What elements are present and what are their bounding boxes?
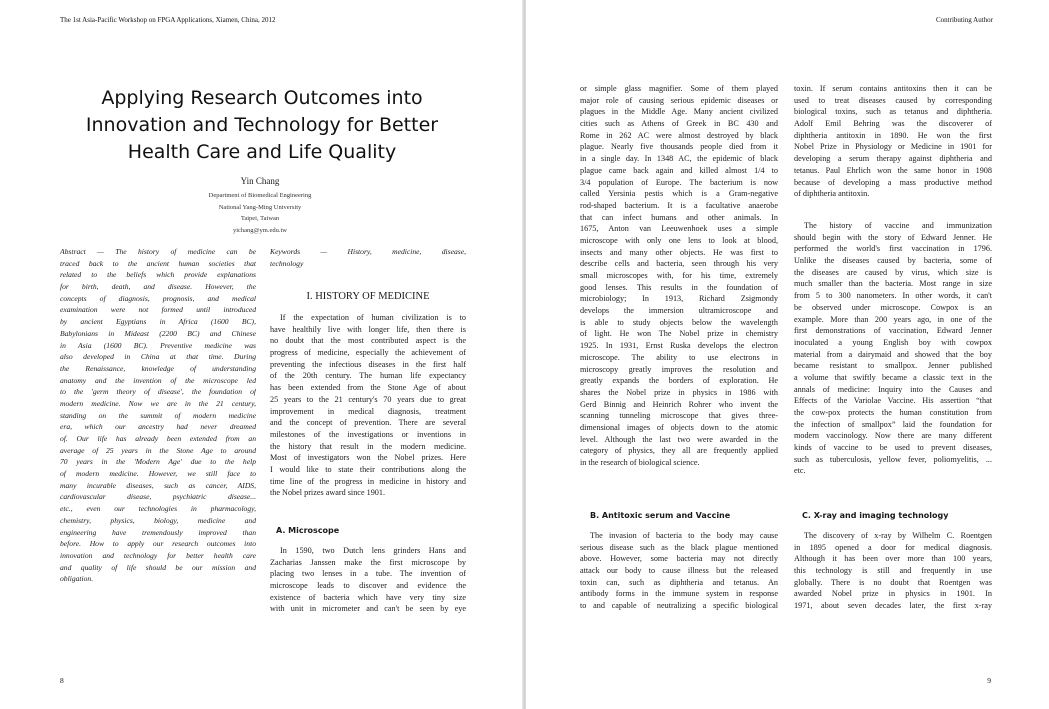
text-line: In 1590, two Dutch lens grinders Hans and: [280, 546, 466, 555]
text-line: Abstract — The history of medicine can be: [60, 247, 256, 256]
text-line: first demonstrations of vaccination, Edward Jenner: [794, 326, 992, 336]
text-line: of diphtheria antitoxin.: [794, 189, 870, 199]
text-line: in a single day. In 1348 AC, the epidemic of black: [580, 154, 778, 164]
antitoxin-continued: [794, 83, 992, 200]
text-line: traced back to the ancient human societies that: [60, 258, 256, 268]
text-line: used to treat diseases caused by corresponding: [794, 95, 992, 105]
text-line: era, which our ancestry had never dreamed: [60, 422, 256, 432]
text-line: the history that result in the modern medicine.: [270, 441, 466, 451]
text-line: If the expectation of human civilization is to: [280, 313, 466, 322]
text-line: of modern medicine. However, we still face to: [60, 469, 256, 479]
text-line: many incurable diseases, such as cancer, AIDS,: [60, 480, 256, 490]
text-line: globally. There is no doubt that Roentgen was: [794, 577, 992, 587]
text-line: by ancient Egyptians in Africa (1600 BC),: [60, 317, 256, 327]
xray-paragraph: [794, 530, 992, 612]
affiliation-line: National Yang-Ming University: [218, 203, 302, 211]
subsection-heading-xray: C. X-ray and imaging technology: [802, 511, 949, 520]
text-line: average of 25 years in the Stone Age to around: [60, 445, 256, 455]
running-head-left: The 1st Asia-Pacific Workshop on FPGA Applications, Xiamen, China, 2012: [60, 16, 276, 24]
title-line: Innovation and Technology for Better: [85, 114, 439, 136]
text-line: 70 years in the 'Modern Age' due to the help: [60, 457, 256, 467]
text-line: technology: [270, 258, 304, 268]
text-line: and quality of life should be our mission and: [60, 562, 256, 572]
text-line: Effects of the Variolae Vaccine. His assertion “that: [794, 396, 992, 406]
subsection-heading-microscope: A. Microscope: [276, 526, 340, 535]
text-line: of the 20th century. The human life expectancy: [270, 371, 466, 381]
text-line: describe cells and bacteria, seen through his very: [580, 259, 778, 269]
section-heading-history: I. HISTORY OF MEDICINE: [306, 291, 430, 302]
text-line: category of physics, they all are frequently applied: [580, 446, 778, 456]
page-number-left: 8: [60, 676, 64, 685]
text-line: and the concept of prevention. There are several: [270, 418, 466, 428]
text-line: antibody forms in the immune system in response: [580, 589, 778, 599]
running-head-right: Contributing Author: [936, 16, 993, 24]
text-line: also developed in China at that time. During: [60, 352, 256, 362]
history-paragraph: [270, 312, 466, 499]
text-line: insects and many other objects. He was first to: [580, 247, 778, 257]
text-line: in 1895 opened a door for medical diagnosis.: [794, 542, 992, 552]
text-line: modern vaccinology. Now there are many different: [794, 431, 992, 441]
text-line: annals of medicine: Inquiry into the Causes and: [794, 384, 992, 394]
text-line: microscopy greatly improves the resolution and: [580, 364, 778, 374]
text-line: the infection of smallpox” laid the foundation for: [794, 419, 992, 429]
text-line: standing on the summit of modern medicine: [60, 410, 256, 420]
text-line: kinds of vaccine to be used to prevent diseases,: [794, 443, 992, 453]
text-line: Adolf Emil Behring was the discoverer of: [794, 119, 992, 129]
text-line: level. Although the last two were awarded in the: [580, 434, 778, 444]
keywords: [270, 246, 466, 269]
text-line: performed the world's first vaccination in 1796.: [794, 244, 992, 254]
right-page: [526, 0, 1049, 709]
text-line: with unit in micrometer and can't be seen by eye: [270, 604, 466, 614]
text-line: improvement in medical diagnosis, treatment: [270, 406, 466, 416]
text-line: chemistry, physics, biology, medicine and: [60, 515, 256, 525]
text-line: The discovery of x-ray by Wilhelm C. Roentgen: [804, 531, 992, 540]
text-line: has been extended from the Stone Age of about: [270, 383, 466, 393]
text-line: good lenses. This results in the foundation of: [580, 282, 778, 292]
text-line: above. However, some bacteria may not directly: [580, 554, 778, 564]
text-line: The history of vaccine and immunization: [804, 221, 992, 230]
text-line: etc.: [794, 466, 806, 476]
text-line: the cow-pox protects the human constitution from: [794, 408, 992, 417]
text-line: material from a dairymaid and showed that the boy: [794, 349, 992, 359]
text-line: etc., even our technologies in pharmacology,: [60, 504, 256, 514]
text-line: that can infect humans and other animals. In: [580, 212, 778, 222]
text-line: serious disease such as the black plague mentioned: [580, 542, 778, 552]
text-line: cities such as Athens of Greek in BC 430 and: [580, 119, 778, 129]
microscope-paragraph: [270, 545, 466, 615]
text-line: have healthily live with longer life, then there is: [270, 324, 466, 334]
text-line: related to the beliefs which provide explanations: [60, 270, 256, 280]
text-line: biological toxins, such as tetanus and diphtheria.: [794, 107, 992, 117]
text-line: dimensional images of objects down to the atomic: [580, 422, 778, 432]
affiliation-line: Department of Biomedical Engineering: [208, 192, 312, 199]
left-page: [0, 0, 524, 709]
text-line: because of developing a mass productive method: [794, 177, 992, 187]
text-line: plague. Nearly five thousands people died from it: [580, 142, 778, 152]
text-line: major role of causing serious epidemic diseases or: [580, 95, 778, 105]
text-line: diphtheria antitoxin in 1890. He won the first: [794, 130, 992, 140]
text-line: for birth, death, and disease. However, the: [60, 282, 256, 292]
text-line: Although it has been over more than 100 years,: [794, 554, 992, 564]
text-line: anatomy and the invention of the microscope led: [60, 375, 256, 385]
text-line: Keywords — History, medicine, disease,: [270, 247, 466, 256]
text-line: Gerd Binnig and Heinrich Rohrer who invent the: [580, 399, 778, 409]
text-line: time line of the progress in medicine in history and: [270, 476, 466, 486]
text-line: modern medicine. Now we are in the 21 century,: [60, 398, 256, 408]
text-line: engineering have tremendously improved than: [60, 527, 256, 537]
text-line: or simple glass magnifier. Some of them played: [580, 84, 778, 93]
text-line: Babylonians in Mideast (2200 BC) and Chinese: [60, 328, 256, 338]
text-line: toxin can, such as diphtheria and tetanus. An: [580, 577, 778, 587]
text-line: from 5 to 300 nanometers. In other words, it can't: [794, 291, 992, 301]
antitoxic-paragraph: [580, 530, 778, 612]
text-line: milestones of the investigations or inventions in: [270, 429, 466, 439]
text-line: the Nobel prizes award since 1901.: [270, 488, 386, 498]
text-line: a volume that swiftly became a classic text in the: [794, 372, 992, 382]
page-number-right: 9: [987, 676, 991, 685]
text-line: microscope. The ability to use electrons in: [580, 352, 778, 362]
text-line: before. How to apply our research outcomes into: [60, 539, 256, 549]
text-line: concepts of diagnosis, prognosis, and medical: [60, 293, 256, 303]
title-line: Health Care and Life Quality: [127, 141, 397, 163]
text-line: this technology is still and frequently in use: [794, 566, 992, 576]
text-line: plagues in the Middle Age. Many ancient civilized: [580, 107, 778, 117]
text-line: awarded Nobel prize in physics in 1901. In: [794, 589, 992, 599]
paper-title: [60, 85, 464, 166]
text-line: toxin. If serum contains antitoxins then it can be: [794, 84, 992, 93]
text-line: Unlike the diseases caused by bacteria, some of: [794, 256, 992, 266]
text-line: existence of bacteria which have very tiny size: [270, 592, 466, 602]
text-line: Zacharias Janssen make the first microscope by: [270, 557, 466, 567]
text-line: tetanus. Paul Ehrlich won the same honor in 1908: [794, 165, 992, 175]
text-line: the Renaissance, knowledge of understanding: [60, 363, 256, 373]
text-line: small microscopes with, for his time, extremely: [580, 271, 778, 280]
subsection-heading-antitoxic: B. Antitoxic serum and Vaccine: [590, 511, 731, 520]
text-line: microscope with only one lens to look at blood,: [580, 235, 778, 245]
text-line: is able to study objects below the wavelength: [580, 317, 778, 327]
text-line: example. More than 200 years ago, in one of the: [794, 314, 992, 324]
text-line: I would like to state their contributions along the: [270, 464, 466, 474]
text-line: to and capable of neutralizing a specific biological: [580, 601, 778, 611]
text-line: inoculated a young English boy with cowpox: [794, 337, 992, 347]
text-line: cardiovascular disease, psychiatric disease...: [60, 492, 256, 502]
text-line: rod-shaped bacterium. It is a facultative anaerobe: [580, 200, 778, 210]
text-line: much smaller than the bacteria. Most range in size: [794, 279, 992, 289]
text-line: called Yersinia pestis which is a Gram-negative: [580, 189, 778, 199]
text-line: Nobel Prize in Physiology or Medicine in 1901 for: [794, 142, 992, 152]
affiliation: [160, 190, 360, 236]
text-line: to the 'germ theory of disease', the foundation of: [60, 387, 256, 397]
title-line: Applying Research Outcomes into: [101, 87, 423, 109]
text-line: examination were not formed until introduced: [60, 305, 256, 315]
author-email: yichang@ym.edu.tw: [232, 226, 287, 234]
text-line: Rome in 262 AC were almost destroyed by black: [580, 130, 778, 140]
abstract: [60, 246, 256, 585]
vaccine-paragraph: [794, 220, 992, 477]
text-line: developing a serum therapy against diphtheria and: [794, 154, 992, 164]
text-line: develops the immersion ultramicroscope and: [580, 306, 778, 316]
text-line: innovation and technology for better health care: [60, 550, 256, 560]
text-line: the diseases are caused by virus, which size is: [794, 267, 992, 277]
text-line: microbiology; In 1913, Richard Zsigmondy: [580, 294, 778, 304]
text-line: placing two lenses in a tube. The invention of: [270, 569, 466, 579]
text-line: should begin with the story of Edward Jenner. He: [794, 232, 992, 242]
text-line: of light. He won The Nobel prize in chemistry: [580, 329, 778, 339]
text-line: 1971, about seven decades later, the first x-ray: [794, 601, 992, 611]
text-line: 1925. In 1931, Ernst Ruska develops the electron: [580, 341, 778, 351]
text-line: progress of medicine, especially the achievement of: [270, 348, 466, 358]
text-line: no doubt that the most contributed aspect is the: [270, 336, 466, 346]
author-name: Yin Chang: [240, 176, 280, 186]
text-line: 25 years to the 21 century's 70 years due to great: [270, 394, 466, 404]
text-line: attack our body to cause illness but the released: [580, 566, 778, 576]
text-line: became resistant to smallpox. Jenner published: [794, 361, 992, 371]
text-line: be observed under microscope. Cowpox is an: [794, 302, 992, 312]
text-line: obligation.: [60, 574, 94, 584]
text-line: shares the Nobel prize in physics in 1986 with: [580, 387, 778, 397]
text-line: in Asia (1600 BC). Preventive medicine was: [60, 340, 256, 350]
text-line: Most of investigators won the Nobel prizes. Here: [270, 453, 466, 463]
text-line: 3/4 population of Europe. The bacterium is now: [580, 177, 778, 187]
text-line: microscope leads to discover and evidence the: [270, 581, 466, 591]
text-line: in the research of biological science.: [580, 458, 700, 467]
text-line: greatly expands the borders of exploration. He: [580, 376, 778, 386]
microscope-continued: [580, 83, 778, 469]
affiliation-line: Taipei, Taiwan: [240, 215, 280, 222]
text-line: plague came back again and killed almost 1/4 to: [580, 165, 778, 175]
text-line: scanning tunneling microscope that gives three-: [580, 411, 778, 421]
text-line: such as tuberculosis, yellow fever, poliomyelitis, ...: [794, 454, 992, 464]
text-line: 1675, Anton van Leeuwenhoek uses a simple: [580, 224, 778, 234]
text-line: preventing the infectious diseases in the first half: [270, 359, 466, 369]
text-line: The invasion of bacteria to the body may cause: [590, 531, 778, 540]
text-line: of. Our life has already been extended from an: [60, 434, 256, 443]
